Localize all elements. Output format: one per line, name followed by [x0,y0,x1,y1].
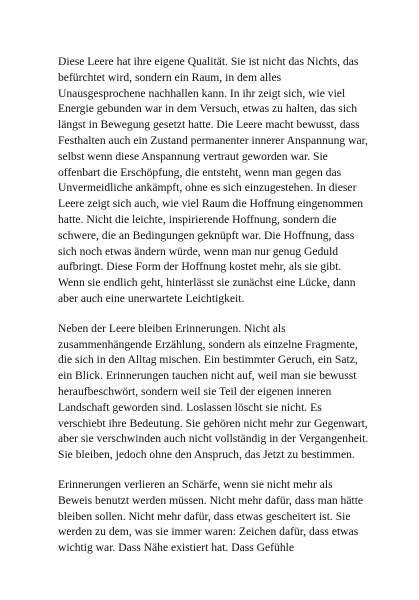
paragraph-leere: Diese Leere hat ihre eigene Qualität. Sie ist nicht das Nichts, das befürchtet wird, sondern ein Raum, in dem alles Unausgesprochene nachhallen kann. In ihr zeigt sich, wie viel Energie gebunden war in dem Versuch, etwas zu halten, das sich längst in Bewegung gesetzt hatte. Die Leere macht bewusst, dass Festhalten auch ein Zustand permanenter innerer Anspannung war, selbst wenn diese Anspannung vertraut geworden war. Sie offenbart die Erschöpfung, die entsteht, wenn man gegen das Unvermeidliche ankämpft, ohne es sich einzugestehen. In dieser Leere zeigt sich auch, wie viel Raum die Hoffnung eingenommen hatte. Nicht die leichte, inspirierende Hoffnung, sondern die schwere, die an Bedingungen geknüpft war. Die Hoffnung, dass sich noch etwas ändern würde, wenn man nur genug Geduld aufbringt. Diese Form der Hoffnung kostet mehr, als sie gibt. Wenn sie endlich geht, hinterlässt sie zunächst eine Lücke, dann aber auch eine unerwartete Leichtigkeit. [58,55,368,305]
paragraph-schaerfe: Erinnerungen verlieren an Schärfe, wenn sie nicht mehr als Beweis benutzt werden müssen. Nicht mehr dafür, dass man hätte bleiben sollen. Nicht mehr dafür, dass etwas gescheitert ist. Sie werden zu dem, was sie immer waren: Zeichen dafür, dass etwas wichtig war. Dass Nähe existiert hat. Dass Gefühle [58,477,364,555]
paragraph-erinnerungen: Neben der Leere bleiben Erinnerungen. Nicht als zusammenhängende Erzählung, sondern als einzelne Fragmente, die sich in den Alltag mischen. Ein bestimmter Geruch, ein Satz, ein Blick. Erinnerungen tauchen nicht auf, weil man sie bewusst heraufbeschwört, sondern weil sie Teil der eigenen inneren Landschaft geworden sind. Loslassen löscht sie nicht. Es verschiebt ihre Bedeutung. Sie gehören nicht mehr zur Gegenwart, aber sie verschwinden auch nicht vollständig in der Vergangenheit. Sie bleiben, jedoch ohne den Anspruch, das Jetzt zu bestimmen. [58,321,369,462]
